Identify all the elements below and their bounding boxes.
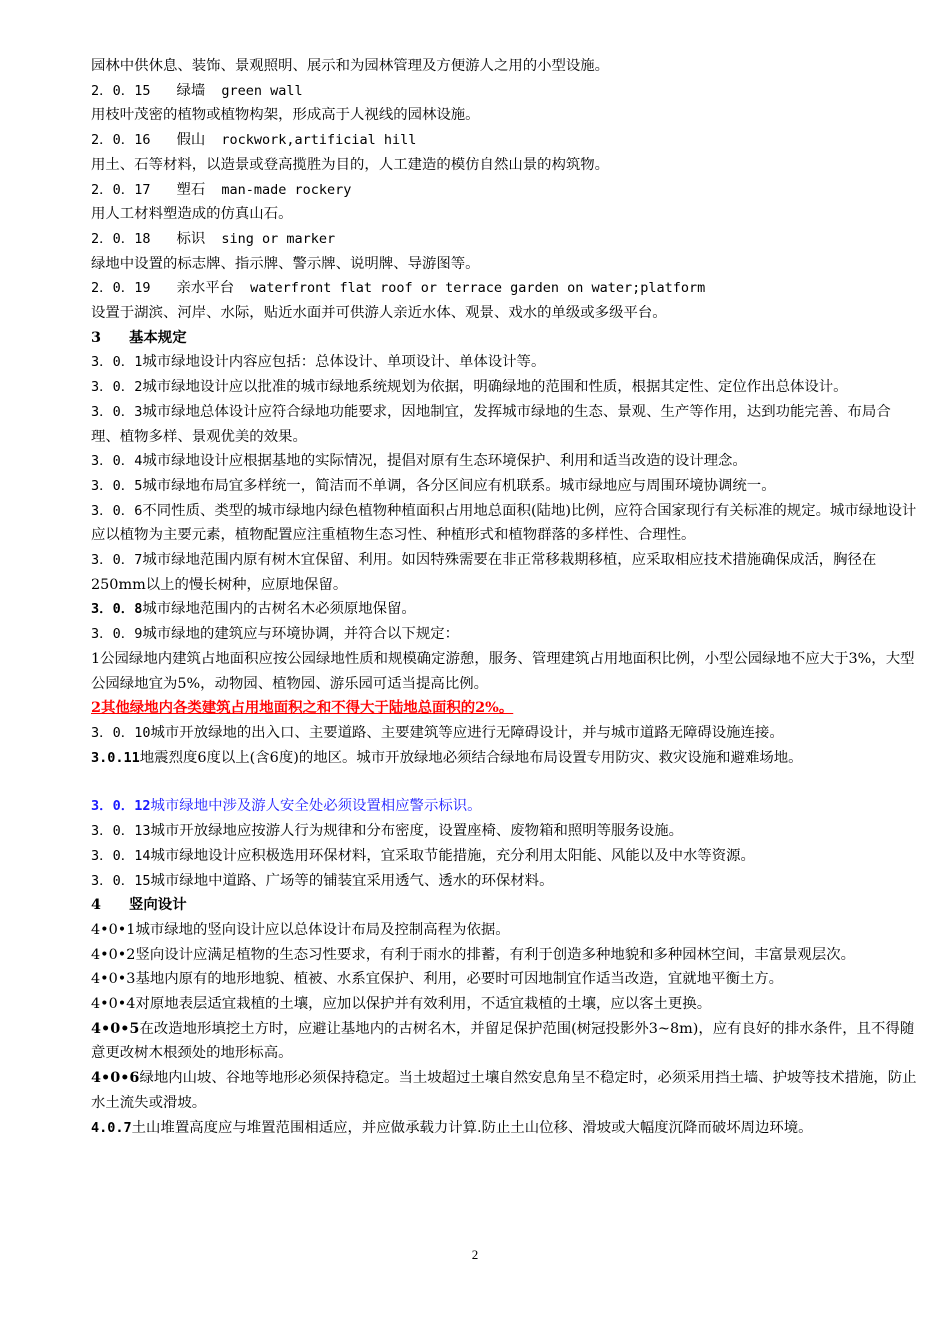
clause bbox=[91, 1017, 919, 1066]
section-title: 基本规定 bbox=[129, 328, 187, 346]
term-en: sing or marker bbox=[221, 230, 336, 247]
clause-text: 绿地内山坡、谷地等地形必须保持稳定。当土坡超过土壤自然安息角呈不稳定时，必须采用挡土墙、护坡等技术措施，防止水土流失或滑坡。 bbox=[91, 1070, 917, 1111]
clause-number: 3．0．14 bbox=[91, 847, 151, 864]
term-number: 2．0．16 bbox=[91, 132, 151, 149]
clause-text: 城市绿地设计应以批准的城市绿地系统规划为依据，明确绿地的范围和性质，根据其定性、定位作出总体设计。 bbox=[142, 379, 848, 396]
clause-text: 城市绿地设计应积极选用环保材料，宜采取节能措施，充分利用太阳能、风能以及中水等资源。 bbox=[150, 847, 755, 864]
term-cn: 假山 bbox=[176, 132, 206, 149]
clause-number: 4•0•3 bbox=[91, 971, 136, 988]
clause-number: 4•0•6 bbox=[91, 1069, 140, 1087]
clause-text: 城市绿地设计应根据基地的实际情况，提倡对原有生态环境保护、利用和适当改造的设计理念。 bbox=[142, 453, 747, 470]
clause-text: 基地内原有的地形地貌、植被、水系宜保护、利用，必要时可因地制宜作适当改造，宜就地平衡土方。 bbox=[135, 971, 784, 988]
clause-text: 城市绿地的竖向设计应以总体设计布局及控制高程为依据。 bbox=[135, 921, 510, 938]
term-number: 2．0．17 bbox=[91, 181, 151, 198]
clause bbox=[91, 400, 919, 449]
clause-text: 城市绿地设计内容应包括：总体设计、单项设计、单体设计等。 bbox=[142, 354, 546, 371]
section-number: 3 bbox=[91, 328, 102, 346]
term-cn: 亲水平台 bbox=[176, 280, 235, 297]
clause-text: 城市绿地中涉及游人安全处必须设置相应警示标识。 bbox=[150, 798, 482, 815]
clause-text: 地震烈度6度以上(含6度)的地区。城市开放绿地必须结合绿地布局设置专用防灾、救灾设施和避难场地。 bbox=[139, 749, 803, 766]
clause bbox=[91, 449, 919, 474]
blank-line bbox=[91, 770, 919, 794]
clause bbox=[91, 918, 919, 943]
section-number: 4 bbox=[91, 896, 102, 914]
intro-text: 园林中供休息、装饰、景观照明、展示和为园林管理及方便游人之用的小型设施。 bbox=[91, 58, 610, 74]
clause-number: 3．0．7 bbox=[91, 552, 143, 569]
clause bbox=[91, 499, 919, 548]
term-definition: 用枝叶茂密的植物或植物构架，形成高于人视线的园林设施。 bbox=[91, 107, 480, 124]
section-heading bbox=[91, 893, 919, 918]
clause-number: 3．0．15 bbox=[91, 872, 151, 889]
clause-number: 3．0．1 bbox=[91, 354, 143, 371]
clause-number: 3．0．9 bbox=[91, 626, 143, 643]
section-heading bbox=[91, 326, 919, 351]
clause-number: 3．0．12 bbox=[91, 798, 151, 815]
term-cn: 绿墙 bbox=[176, 82, 206, 99]
term-number: 2．0．15 bbox=[91, 82, 151, 99]
clause-text: 城市绿地布局宜多样统一，简洁而不单调，各分区间应有机联系。城市绿地应与周围环境协调统一。 bbox=[142, 477, 776, 494]
clause bbox=[91, 622, 919, 647]
clause-text: 城市开放绿地应按游人行为规律和分布密度，设置座椅、废物箱和照明等服务设施。 bbox=[150, 823, 683, 840]
clause-number: 3．0．10 bbox=[91, 724, 151, 741]
clause-number: 3．0．2 bbox=[91, 379, 143, 396]
term-cn: 标识 bbox=[176, 230, 206, 247]
clause-highlighted bbox=[91, 794, 919, 819]
clause-number: 3．0．3 bbox=[91, 403, 143, 420]
clause-number: 3．0．5 bbox=[91, 477, 143, 494]
term-en: green wall bbox=[221, 82, 303, 99]
clause-text: 城市绿地范围内的古树名木必须原地保留。 bbox=[142, 601, 416, 618]
clause-text: 竖向设计应满足植物的生态习性要求，有利于雨水的排蓄，有利于创造多种地貌和多种园林空间，丰富景观层次。 bbox=[135, 946, 855, 963]
clause bbox=[91, 819, 919, 844]
clause-text: 不同性质、类型的城市绿地内绿色植物种植面积占用地总面积(陆地)比例，应符合国家现行有关标准的规定。城市绿地设计应以植物为主要元素，植物配置应注重植物生态习性、种植形式和植物群落的多样性、合理性。 bbox=[91, 502, 917, 544]
term-heading bbox=[91, 178, 919, 203]
term-heading bbox=[91, 79, 919, 104]
term-definition: 绿地中设置的标志牌、指示牌、警示牌、说明牌、导游图等。 bbox=[91, 255, 480, 272]
term-definition: 用土、石等材料，以造景或登高揽胜为目的，人工建造的模仿自然山景的构筑物。 bbox=[91, 156, 610, 173]
clause-number: 3．0．13 bbox=[91, 823, 151, 840]
clause bbox=[91, 1116, 919, 1141]
term-definition: 用人工材料塑造成的仿真山石。 bbox=[91, 206, 293, 223]
clause bbox=[91, 548, 919, 597]
clause-number: 4•0•4 bbox=[91, 996, 136, 1013]
clause bbox=[91, 844, 919, 869]
term-definition: 设置于湖滨、河岸、水际，贴近水面并可供游人亲近水体、观景、戏水的单级或多级平台。 bbox=[91, 305, 667, 322]
term-heading bbox=[91, 227, 919, 252]
term-number: 2．0．18 bbox=[91, 230, 151, 247]
clause bbox=[91, 721, 919, 746]
clause bbox=[91, 597, 919, 622]
term-heading bbox=[91, 128, 919, 153]
document-body bbox=[91, 54, 919, 1140]
term-heading bbox=[91, 276, 919, 301]
clause bbox=[91, 746, 919, 771]
sub-clause: 1公园绿地内建筑占地面积应按公园绿地性质和规模确定游憩，服务、管理建筑占用地面积比例，小型公园绿地不应大于3%，大型公园绿地宜为5%，动物园、植物园、游乐园可适当提高比例。 bbox=[91, 650, 915, 692]
term-en: rockwork,artificial hill bbox=[221, 132, 417, 149]
sub-clause-highlighted: 2其他绿地内各类建筑占用地面积之和不得大于陆地总面积的2%。 bbox=[91, 699, 514, 717]
page-number: 2 bbox=[471, 1247, 479, 1262]
clause-number: 4•0•2 bbox=[91, 946, 136, 963]
clause-number: 4.0.7 bbox=[91, 1119, 132, 1136]
clause-number: 3.0.11 bbox=[91, 749, 140, 766]
term-en: man-made rockery bbox=[221, 181, 352, 198]
clause-number: 3．0．8 bbox=[91, 601, 143, 618]
clause bbox=[91, 350, 919, 375]
term-cn: 塑石 bbox=[176, 181, 206, 198]
clause bbox=[91, 1066, 919, 1115]
term-number: 2．0．19 bbox=[91, 280, 151, 297]
term-en: waterfront flat roof or terrace garden on water;platform bbox=[250, 280, 706, 297]
clause-text: 城市绿地的建筑应与环境协调，并符合以下规定： bbox=[142, 626, 459, 643]
clause bbox=[91, 992, 919, 1017]
clause-text: 城市绿地中道路、广场等的铺装宜采用透气、透水的环保材料。 bbox=[150, 872, 554, 889]
clause-text: 在改造地形填挖土方时，应避让基地内的古树名木，并留足保护范围(树冠投影外3~8m)，应有良好的排水条件，且不得随意更改树木根颈处的地形标高。 bbox=[91, 1020, 915, 1062]
clause bbox=[91, 967, 919, 992]
clause-number: 3．0．6 bbox=[91, 502, 143, 519]
clause bbox=[91, 375, 919, 400]
section-title: 竖向设计 bbox=[129, 896, 187, 914]
clause bbox=[91, 869, 919, 894]
clause-text: 城市绿地范围内原有树木宜保留、利用。如因特殊需要在非正常移栽期移植，应采取相应技术措施确保成活，胸径在250mm以上的慢长树种，应原地保留。 bbox=[91, 552, 877, 593]
clause-text: 对原地表层适宜栽植的土壤，应加以保护并有效利用，不适宜栽植的土壤，应以客土更换。 bbox=[135, 996, 712, 1013]
clause-number: 4•0•5 bbox=[91, 1019, 140, 1037]
clause-number: 3．0．4 bbox=[91, 453, 143, 470]
clause bbox=[91, 943, 919, 968]
clause-number: 4•0•1 bbox=[91, 921, 136, 938]
clause-text: 城市开放绿地的出入口、主要道路、主要建筑等应进行无障碍设计，并与城市道路无障碍设施连接。 bbox=[150, 724, 784, 741]
clause-text: 城市绿地总体设计应符合绿地功能要求，因地制宜，发挥城市绿地的生态、景观、生产等作用，达到功能完善、布局合理、植物多样、景观优美的效果。 bbox=[91, 403, 891, 445]
clause-text: 土山堆置高度应与堆置范围相适应，并应做承载力计算.防止土山位移、滑坡或大幅度沉降而破坏周边环境。 bbox=[131, 1119, 813, 1136]
clause bbox=[91, 474, 919, 499]
